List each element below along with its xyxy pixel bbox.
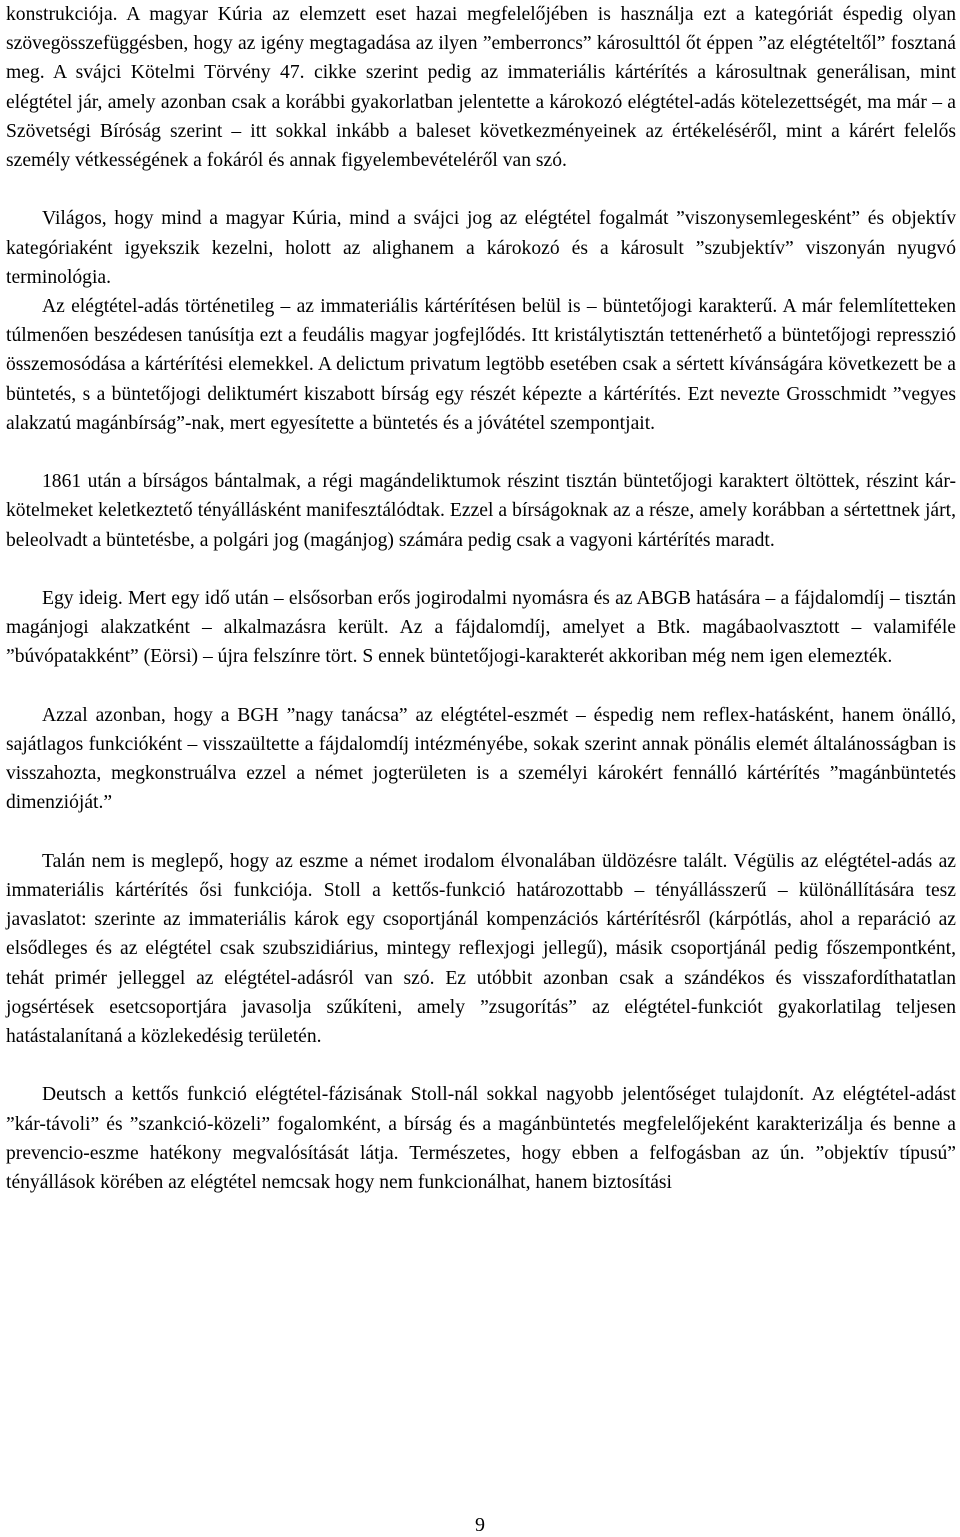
- paragraph-5: Egy ideig. Mert egy idő után – elsősorban erős jogirodalmi nyomásra és az ABGB hatására – a fájdalomdíj – tisztán magánjogi alakzatként – alkalmazásra került. Az a fájdalomdíj, amelyet a Btk. magábaolvasztott – valamiféle ”búvópatakként” (Eörsi) – újra felszínre tört. S ennek büntetőjogi-karakterét akkoriban még nem igen elemezték.: [6, 588, 956, 668]
- paragraph-4: 1861 után a bírságos bántalmak, a régi magándeliktumok részint tisztán büntetőjogi karaktert öltöttek, részint kár-kötelmeket keletkeztető tényállásként manifesztálódtak. Ezzel a bírságoknak az a része, amely korábban a sértettnek járt, beleolvadt a büntetésbe, a polgári jog (magánjog) számára pedig csak a vagyoni kártérítés maradt.: [6, 471, 956, 551]
- page-number: 9: [475, 1514, 485, 1536]
- paragraph-8: Deutsch a kettős funkció elégtétel-fázisának Stoll-nál sokkal nagyobb jelentőséget tulajdonít. Az elégtétel-adást ”kár-távoli” és ”szankció-közeli” fogalomként, a bírság és a magánbüntetés megfelelőjeként karakterizálja és benne a prevencio-eszme hatékony megvalósítását látja. Természetes, hogy ebben a felfogásban az ún. ”objektív típusú” tényállások körében az elégtétel nemcsak hogy nem funkcionálhat, hanem biztosítási: [6, 1084, 956, 1194]
- document-page: [6, 0, 956, 1197]
- paragraph-7: Talán nem is meglepő, hogy az eszme a német irodalom élvonalában üldözésre talált. Végülis az elégtétel-adás az immateriális kártérítés ősi funkciója. Stoll a kettős-funkció határozottabb – tényállásszerű – különállítására tesz javaslatot: szerinte az immateriális károk egy csoportjánál kompenzációs kártérítésről (kárpótlás, ahol a reparáció az elsődleges és az elégtétel csak szubszidiárius, mintegy reflexjogi jellegű), másik csoportjánál pedig főszempontként, tehát primér jelleggel az elégtétel-adásról van szó. Ez utóbbit azonban csak a szándékos és visszafordíthatatlan jogsértések esetcsoportjára javasolja szűkíteni, amely ”zsugorítás” az elégtétel-funkciót gyakorlatilag teljesen hatástalanítaná a közlekedésig területén.: [6, 850, 956, 1048]
- paragraph-1: konstrukciója. A magyar Kúria az elemzett eset hazai megfelelőjében is használja ezt a kategóriát éspedig olyan szövegösszefüggésben, hogy az igény megtagadása az ilyen ”emberroncs” károsulttól őt éppen ”az elégtételtől” fosztaná meg. A svájci Kötelmi Törvény 47. cikke szerint pedig az immateriális kártérítés a károsultnak generálisan, mint elégtétel jár, amely azonban csak a korábbi gyakorlatban jelentette a károkozó elégtétel-adás kötelezettségét, ma már – a Szövetségi Bíróság szerint – itt sokkal inkább a baleset következményeinek az értékeléséről, mint a kárért felelős személy vétkességének a fokáról és annak figyelembevételéről van szó.: [6, 4, 956, 172]
- paragraph-6: Azzal azonban, hogy a BGH ”nagy tanácsa” az elégtétel-eszmét – éspedig nem reflex-hatásként, hanem önálló, sajátlagos funkcióként – visszaültette a fájdalomdíj intézményébe, sokak szerint annak pönális elemét általánosságban is visszahozta, megkonstruálva ezzel a német jogterületen is a személyi károkért fennálló kártérítés ”magánbüntetés dimenzióját.”: [6, 704, 956, 814]
- paragraph-2: Világos, hogy mind a magyar Kúria, mind a svájci jog az elégtétel fogalmát ”viszonysemlegesként” és objektív kategóriaként igyekszik kezelni, holott az alighanem a károkozó és a károsult ”szubjektív” viszonyán nyugvó terminológia.: [6, 208, 956, 288]
- paragraph-3: Az elégtétel-adás történetileg – az immateriális kártérítésen belül is – büntetőjogi karakterű. A már felemlítetteken túlmenően beszédesen tanúsítja ezt a feudális magyar jogfejlődés. Itt kristálytisztán tettenérhető a büntetőjogi represszió összemosódása a kártérítési elemekkel. A delictum privatum legtöbb esetében csak a sértett kívánságára következett be a büntetés, s a büntetőjogi deliktumért kiszabott bírság egy részét képezte a kártérítés. Ezt nevezte Grosschmidt ”vegyes alakzatú magánbírság”-nak, mert egyesítette a büntetés és a jóvátétel szempontjait.: [6, 296, 956, 434]
